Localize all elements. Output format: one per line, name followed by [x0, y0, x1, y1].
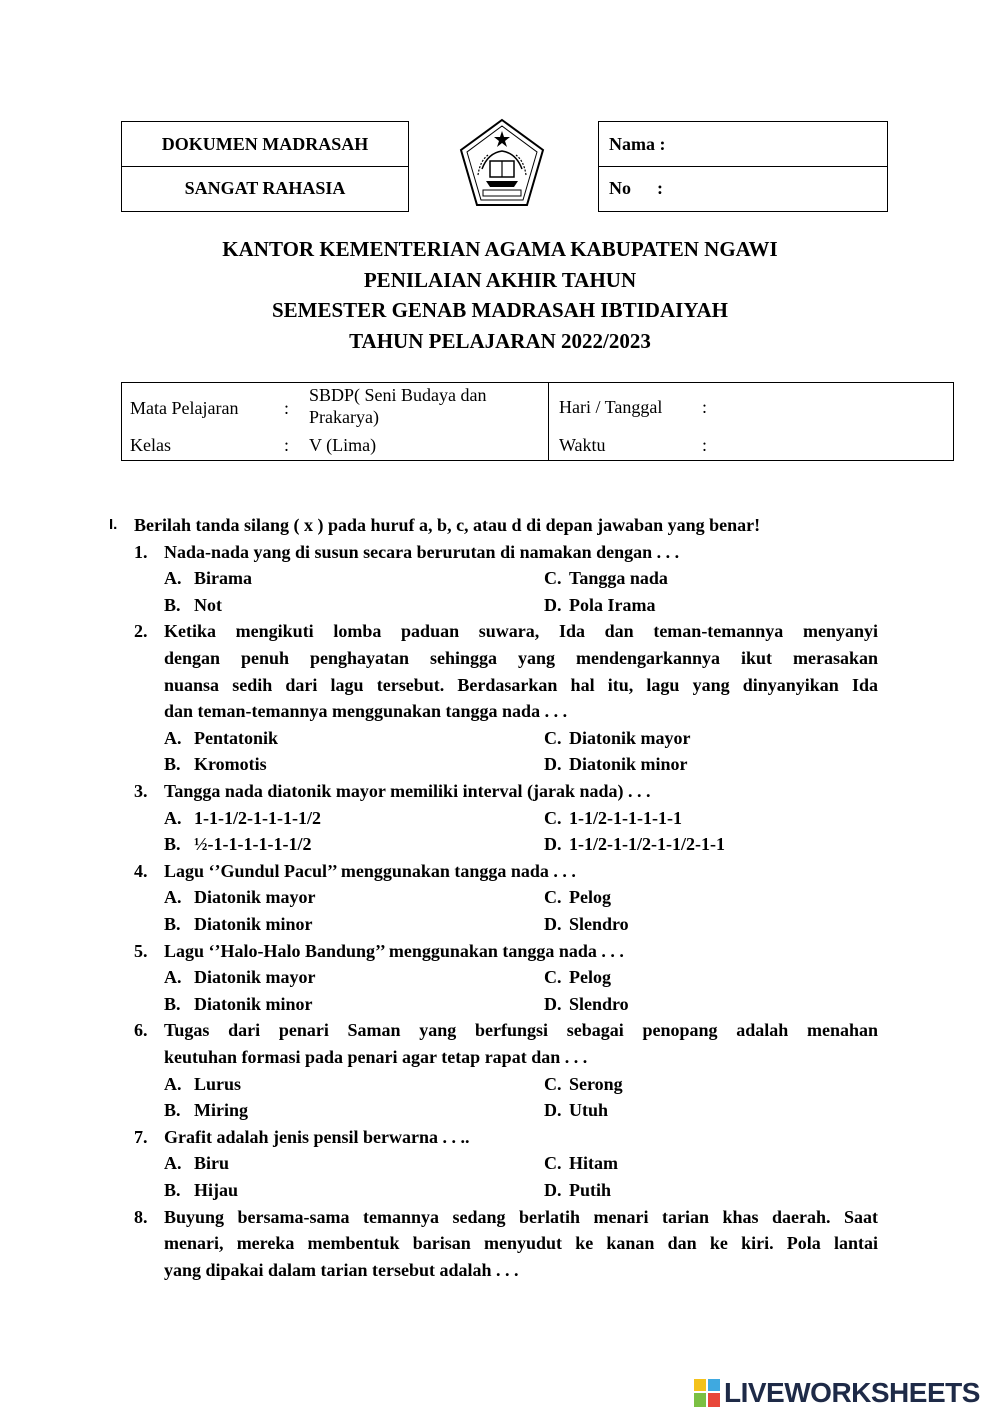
- option-c-text[interactable]: Serong: [569, 1073, 623, 1094]
- option-b-text[interactable]: Diatonik minor: [194, 993, 313, 1014]
- question-text: Grafit adalah jenis pensil berwarna . . ..: [164, 1126, 470, 1147]
- option-c-letter[interactable]: C.: [544, 807, 562, 828]
- option-a-text[interactable]: Diatonik mayor: [194, 887, 316, 908]
- option-d-letter[interactable]: D.: [544, 914, 562, 934]
- student-identity-box: [598, 121, 888, 212]
- option-b-letter[interactable]: B.: [164, 914, 181, 934]
- option-c-text[interactable]: 1-1/2-1-1-1-1-1: [569, 807, 682, 828]
- option-d-letter[interactable]: D.: [544, 834, 562, 855]
- option-a-letter[interactable]: A.: [164, 807, 182, 828]
- option-b-letter[interactable]: B.: [164, 993, 181, 1014]
- question-number: 7.: [134, 1126, 148, 1147]
- option-a-letter[interactable]: A.: [164, 887, 182, 908]
- option-c-text[interactable]: Pelog: [569, 967, 611, 988]
- option-b-letter[interactable]: B.: [164, 594, 181, 615]
- section-number: I.: [109, 516, 118, 533]
- name-field[interactable]: [599, 122, 887, 166]
- option-c-letter[interactable]: C.: [544, 727, 562, 748]
- subject-colon: :: [284, 398, 290, 418]
- option-a-text[interactable]: 1-1-1/2-1-1-1-1/2: [194, 807, 321, 828]
- question-text: Tugas dari penari Saman yang berfungsi sebagai penopang adalah menahan: [164, 1020, 878, 1041]
- question-number: 4.: [134, 860, 148, 881]
- question-text: keutuhan formasi pada penari agar tetap rapat dan . . .: [164, 1047, 588, 1067]
- option-b-letter[interactable]: B.: [164, 834, 181, 855]
- heading-line-semester: SEMESTER GENAB MADRASAH IBTIDAIYAH: [271, 298, 729, 322]
- question-text: Nada-nada yang di susun secara berurutan di namakan dengan . . .: [164, 541, 680, 562]
- question-text: menari, mereka membentuk barisan menyudut ke kanan dan ke kiri. Pola lantai: [164, 1233, 878, 1254]
- document-classification-box: [121, 121, 409, 212]
- number-colon: :: [657, 178, 663, 198]
- question-text: Lagu ‘’Gundul Pacul’’ menggunakan tangga nada . . .: [164, 860, 576, 881]
- question-number: 1.: [134, 541, 148, 562]
- option-a-letter[interactable]: A.: [164, 1153, 182, 1174]
- kemenag-emblem-logo: [458, 117, 546, 209]
- liveworksheets-logo-icon: [694, 1379, 720, 1407]
- option-a-text[interactable]: Diatonik mayor: [194, 967, 316, 988]
- option-d-text[interactable]: Utuh: [569, 1100, 609, 1121]
- option-c-letter[interactable]: C.: [544, 967, 562, 988]
- option-b-text[interactable]: Miring: [194, 1100, 248, 1121]
- exam-info-table: [121, 382, 954, 461]
- option-c-letter[interactable]: C.: [544, 568, 562, 589]
- option-b-letter[interactable]: B.: [164, 1180, 181, 1200]
- class-colon: :: [284, 435, 290, 455]
- option-b-letter[interactable]: B.: [164, 1100, 181, 1121]
- option-b-text[interactable]: Diatonik minor: [194, 914, 313, 934]
- question-text: nuansa sedih dari lagu tersebut. Berdasarkan hal itu, lagu yang dinyanyikan Ida: [164, 674, 878, 695]
- option-a-letter[interactable]: A.: [164, 568, 182, 589]
- classification-line-1: DOKUMEN MADRASAH: [161, 133, 369, 154]
- option-c-text[interactable]: Tangga nada: [569, 568, 668, 589]
- option-b-text[interactable]: Not: [194, 594, 222, 615]
- question-number: 3.: [134, 781, 148, 801]
- option-c-text[interactable]: Hitam: [569, 1153, 618, 1174]
- option-d-letter[interactable]: D.: [544, 594, 562, 615]
- question-text: dan teman-temannya menggunakan tangga nada . . .: [164, 701, 568, 722]
- heading-line-assessment: PENILAIAN AKHIR TAHUN: [363, 267, 637, 292]
- name-label: Nama :: [609, 133, 666, 154]
- option-c-text[interactable]: Diatonik mayor: [569, 727, 691, 748]
- option-d-text[interactable]: Slendro: [569, 914, 629, 934]
- option-d-text[interactable]: 1-1/2-1-1/2-1-1/2-1-1: [569, 834, 725, 855]
- subject-value-line-1: SBDP( Seni Budaya dan: [309, 385, 487, 405]
- option-d-letter[interactable]: D.: [544, 993, 562, 1014]
- heading-line-office: KANTOR KEMENTERIAN AGAMA KABUPATEN NGAWI: [222, 237, 778, 261]
- heading-line-year: TAHUN PELAJARAN 2022/2023: [349, 328, 651, 353]
- question-number: 5.: [134, 940, 148, 961]
- option-d-text[interactable]: Putih: [569, 1180, 612, 1200]
- date-label: Hari / Tanggal: [559, 397, 663, 417]
- option-d-letter[interactable]: D.: [544, 1180, 562, 1200]
- option-d-text[interactable]: Slendro: [569, 993, 629, 1014]
- option-b-text[interactable]: Kromotis: [194, 754, 267, 775]
- watermark-text: LIVEWORKSHEETS: [724, 1377, 980, 1408]
- class-value: V (Lima): [309, 435, 377, 455]
- option-d-letter[interactable]: D.: [544, 1100, 562, 1121]
- class-label: Kelas: [130, 435, 171, 455]
- question-text: dengan penuh penghayatan sehingga yang mendengarkannya ikut merasakan: [164, 648, 878, 668]
- option-d-text[interactable]: Pola Irama: [569, 594, 656, 615]
- option-a-text[interactable]: Biru: [194, 1153, 230, 1174]
- section-instruction: Berilah tanda silang ( x ) pada huruf a, b, c, atau d di depan jawaban yang benar!: [134, 515, 761, 535]
- subject-value-line-2: Prakarya): [309, 407, 379, 427]
- option-d-text[interactable]: Diatonik minor: [569, 754, 688, 775]
- number-label: No: [609, 178, 631, 198]
- question-text: Lagu ‘’Halo-Halo Bandung’’ menggunakan tangga nada . . .: [164, 940, 624, 961]
- question-text: Tangga nada diatonik mayor memiliki interval (jarak nada) . . .: [164, 781, 651, 801]
- option-b-text[interactable]: ½-1-1-1-1-1-1/2: [194, 834, 312, 855]
- classification-line-2: SANGAT RAHASIA: [122, 166, 408, 210]
- option-a-text[interactable]: Pentatonik: [194, 727, 279, 748]
- option-a-letter[interactable]: A.: [164, 1073, 182, 1094]
- option-d-letter[interactable]: D.: [544, 754, 562, 775]
- option-a-letter[interactable]: A.: [164, 967, 182, 988]
- number-field[interactable]: [599, 166, 887, 210]
- option-a-text[interactable]: Birama: [194, 568, 252, 589]
- option-c-text[interactable]: Pelog: [569, 887, 611, 908]
- date-colon: :: [702, 397, 708, 417]
- time-colon: :: [702, 435, 708, 455]
- option-b-letter[interactable]: B.: [164, 754, 181, 775]
- question-number: 2.: [134, 621, 148, 642]
- option-a-text[interactable]: Lurus: [194, 1073, 242, 1094]
- question-number: 6.: [134, 1020, 148, 1041]
- option-c-letter[interactable]: C.: [544, 1073, 562, 1094]
- liveworksheets-watermark: [694, 1375, 980, 1411]
- subject-label: Mata Pelajaran: [130, 398, 239, 418]
- question-text: yang dipakai dalam tarian tersebut adalah . . .: [164, 1259, 519, 1280]
- option-b-text[interactable]: Hijau: [194, 1180, 239, 1200]
- option-c-letter[interactable]: C.: [544, 1153, 562, 1174]
- exam-heading: [0, 234, 1000, 356]
- question-number: 8.: [134, 1206, 148, 1227]
- question-text: Ketika mengikuti lomba paduan suwara, Ida dan teman-temannya menyanyi: [164, 621, 878, 642]
- option-a-letter[interactable]: A.: [164, 727, 182, 748]
- option-c-letter[interactable]: C.: [544, 887, 562, 908]
- time-label: Waktu: [559, 435, 606, 455]
- question-text: Buyung bersama-sama temannya sedang berlatih menari tarian khas daerah. Saat: [164, 1206, 878, 1227]
